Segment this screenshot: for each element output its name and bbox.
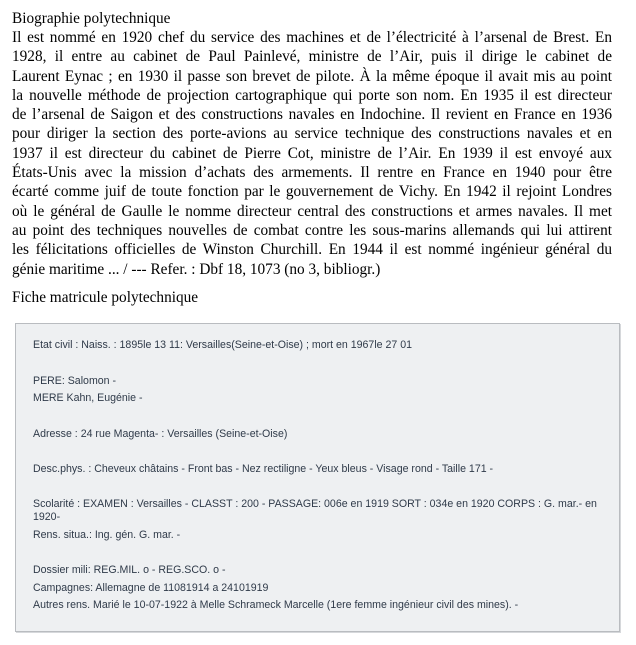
rens-situa-field: Rens. situa.: Ing. gén. G. mar. - — [33, 529, 181, 541]
etat-civil-field: Etat civil : Naiss. : 1895le 13 11: Versailles(Seine-et-Oise) ; mort en 1967le 27 01 — [33, 339, 413, 351]
fiche-matricule-panel — [15, 323, 620, 632]
pere-field: PERE: Salomon - — [33, 375, 117, 387]
biography-line: génie maritime ... / --- Refer. : Dbf 18, 1073 (no 3, bibliogr.) — [12, 260, 381, 278]
campagnes-field: Campagnes: Allemagne de 11081914 a 24101919 — [33, 582, 269, 594]
autres-rens-field: Autres rens. Marié le 10-07-1922 à Melle Schrameck Marcelle (1ere femme ingénieur civil des mines). - — [33, 599, 519, 611]
biography-line: Laurent Eynac ; en 1930 il passe son brevet de pilote. À la même époque il avait mis au point — [12, 67, 612, 85]
biography-line: au point des techniques nouvelles de combat contre les sous-marins allemands qui lui attirent — [12, 221, 612, 239]
adresse-field: Adresse : 24 rue Magenta- : Versailles (Seine-et-Oise) — [33, 428, 288, 440]
biography-line: où le général de Gaulle le nomme directeur central des constructions et armes navales. Il met — [12, 202, 612, 220]
biography-line: de l’arsenal de Saigon et des constructions navales en Indochine. Il revient en France en 1936 — [12, 106, 612, 124]
biography-line: les félicitations officielles de Winston Churchill. En 1944 il est nommé ingénieur général du — [12, 241, 612, 259]
biography-heading: Biographie polytechnique — [12, 10, 171, 27]
biography-text — [12, 28, 612, 279]
biography-line: 1928, il entre au cabinet de Paul Painlevé, ministre de l’Air, puis il dirige le cabinet de — [12, 48, 612, 66]
scolarite-field: Scolarité : EXAMEN : Versailles - CLASST : 200 - PASSAGE: 006e en 1919 SORT : 034e en 1920 CORPS : G. mar.- en 1920- — [33, 498, 597, 523]
dossier-field: Dossier mili: REG.MIL. o - REG.SCO. o - — [33, 564, 226, 576]
biography-line: écarté comme juif de toute fonction par le gouvernement de Vichy. En 1942 il rejoint Londres — [12, 183, 612, 201]
fiche-heading: Fiche matricule polytechnique — [12, 289, 199, 306]
biography-line: États-Unis avec la mission d’achats des armements. Il rentre en France en 1940 pour être — [12, 164, 612, 182]
biography-line: 1937 il est directeur du cabinet de Pierre Cot, ministre de l’Air. En 1939 il est envoyé aux — [12, 144, 612, 162]
biography-line: Il est nommé en 1920 chef du service des machines et de l’électricité à l’arsenal de Brest. En — [12, 29, 612, 46]
biography-line: la nouvelle méthode de projection cartographique qui porte son nom. En 1935 il est directeur — [12, 86, 612, 104]
biography-line: pour diriger la section des porte-avions au service technique des constructions navales et en — [12, 125, 612, 143]
desc-phys-field: Desc.phys. : Cheveux châtains - Front bas - Nez rectiligne - Yeux bleus - Visage rond - Taille 171 - — [33, 463, 494, 475]
mere-field: MERE Kahn, Eugénie - — [33, 392, 143, 404]
